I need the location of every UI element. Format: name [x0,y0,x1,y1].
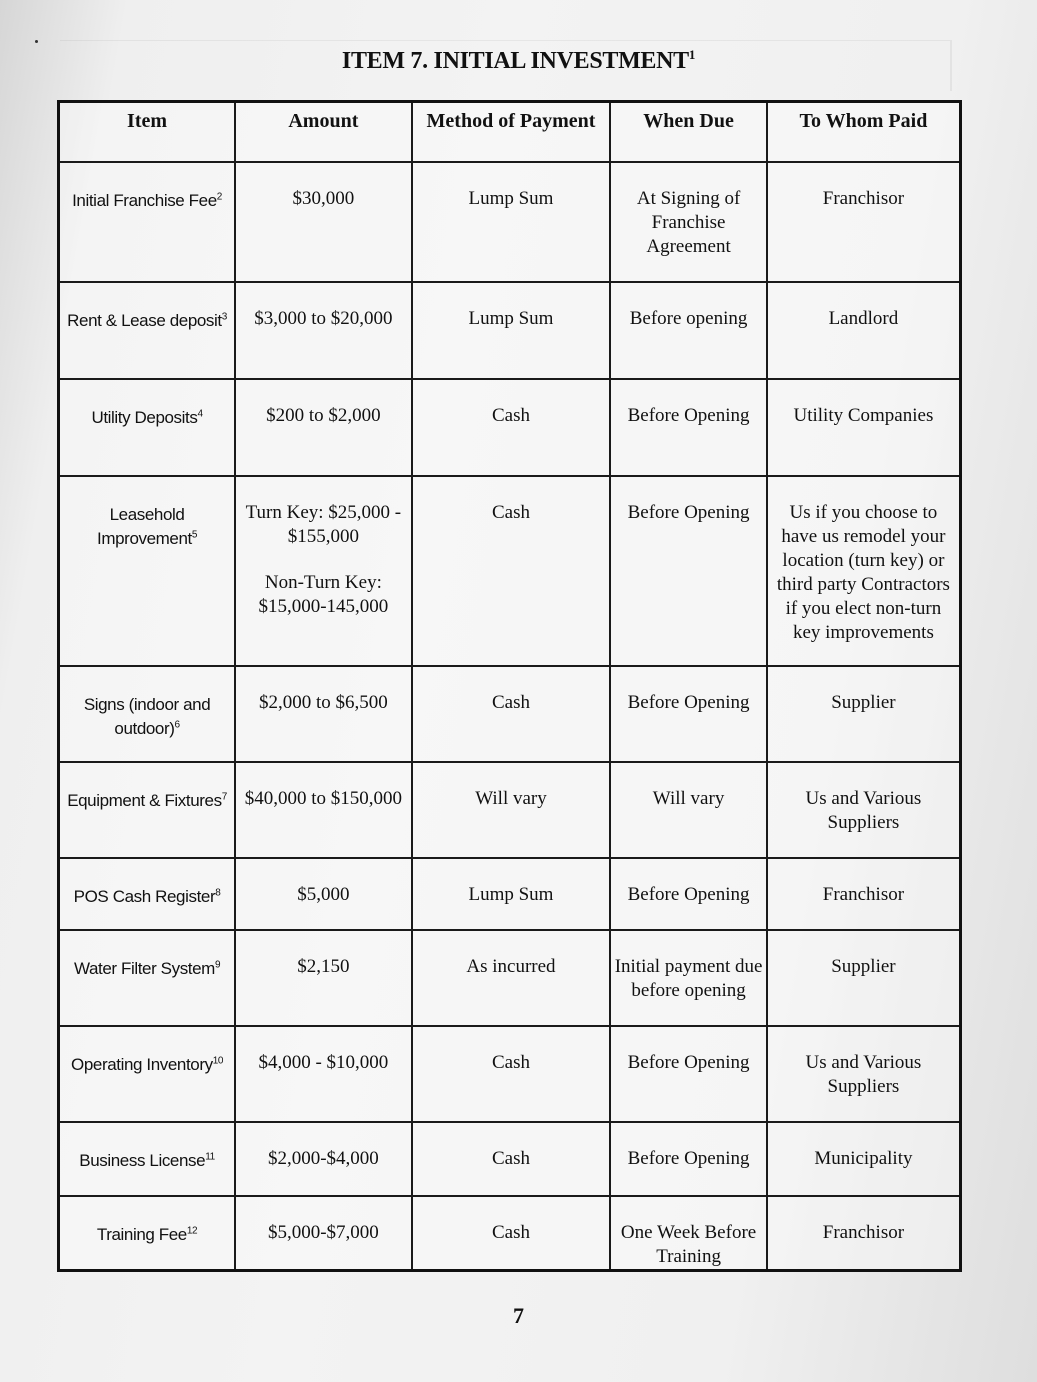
table-row [59,162,961,282]
cell-when-due: Will vary [610,762,767,858]
table-row [59,762,961,858]
table-row [59,1122,961,1196]
cell-amount [235,379,412,476]
table-row [59,282,961,379]
amount-value: Turn Key: $25,000 - $155,000 [245,502,402,547]
cell-method-of-payment: Cash [412,1026,611,1122]
cell-amount [235,930,412,1026]
item-label: Equipment & Fixtures [67,791,222,810]
cell-to-whom-paid: Landlord [767,282,961,379]
page-title [0,48,1037,75]
page-number: 7 [513,1303,524,1328]
cell-to-whom-paid: Supplier [767,666,961,762]
footnote-marker: 4 [197,408,203,420]
cell-amount [235,1122,412,1196]
cell-method-of-payment: Lump Sum [412,282,611,379]
footnote-marker: 12 [186,1225,198,1237]
cell-item [59,930,236,1026]
footnote-marker: 7 [221,791,227,803]
item-label: Business License [79,1151,206,1170]
cell-when-due: Initial payment due before opening [610,930,767,1026]
cell-method-of-payment: As incurred [412,930,611,1026]
table-header-row [59,102,961,163]
cell-method-of-payment: Cash [412,476,611,666]
cell-item [59,1196,236,1271]
cell-to-whom-paid: Supplier [767,930,961,1026]
cell-method-of-payment: Cash [412,1122,611,1196]
cell-method-of-payment: Lump Sum [412,162,611,282]
cell-item [59,666,236,762]
title-footnote-marker: 1 [688,47,696,62]
cell-to-whom-paid: Utility Companies [767,379,961,476]
cell-item [59,379,236,476]
cell-method-of-payment: Cash [412,379,611,476]
cell-amount [235,1196,412,1271]
cell-to-whom-paid: Municipality [767,1122,961,1196]
table-row [59,1196,961,1271]
cell-when-due: Before Opening [610,379,767,476]
cell-to-whom-paid: Franchisor [767,1196,961,1271]
cell-method-of-payment: Cash [412,666,611,762]
item-label: Utility Deposits [91,408,198,427]
header-to-whom-paid: To Whom Paid [767,102,961,163]
item-label: POS Cash Register [73,887,216,906]
page-title-text: ITEM 7. INITIAL INVESTMENT [341,48,689,74]
item-label: Signs (indoor and outdoor) [83,695,211,738]
item-label: Leasehold Improvement [97,505,192,548]
cell-when-due: Before Opening [610,1026,767,1122]
amount-value: $5,000-$7,000 [267,1222,379,1243]
item-label: Operating Inventory [71,1055,213,1074]
cell-amount [235,762,412,858]
cell-amount [235,476,412,666]
cell-amount [235,282,412,379]
amount-value: $2,150 [297,956,350,977]
item-label: Training Fee [96,1225,187,1244]
footnote-marker: 10 [212,1055,224,1067]
cell-item [59,762,236,858]
cell-to-whom-paid: Us and Various Suppliers [767,762,961,858]
footnote-marker: 6 [174,719,180,731]
item-label: Water Filter System [73,959,215,978]
cell-item [59,162,236,282]
amount-value: $4,000 - $10,000 [258,1052,389,1073]
amount-alt-value: Non-Turn Key: $15,000-145,000 [258,572,389,617]
cell-item [59,1122,236,1196]
footnote-marker: 5 [191,529,198,541]
cell-item [59,1026,236,1122]
cell-when-due: One Week Before Training [610,1196,767,1271]
amount-value: $2,000 to $6,500 [258,692,388,713]
table-row [59,858,961,930]
item-label: Rent & Lease deposit [67,311,222,330]
cell-when-due: Before Opening [610,858,767,930]
header-method-of-payment: Method of Payment [412,102,611,163]
table-row [59,666,961,762]
cell-to-whom-paid: Us and Various Suppliers [767,1026,961,1122]
initial-investment-table [57,100,962,1272]
table-row [59,930,961,1026]
table-row [59,476,961,666]
cell-amount [235,162,412,282]
header-item: Item [59,102,236,163]
cell-amount [235,858,412,930]
amount-value: $5,000 [297,884,350,905]
cell-when-due: Before Opening [610,476,767,666]
header-when-due: When Due [610,102,767,163]
amount-value: $200 to $2,000 [266,405,381,426]
amount-value: $3,000 to $20,000 [254,308,393,329]
cell-when-due: Before Opening [610,666,767,762]
cell-when-due: Before Opening [610,1122,767,1196]
cell-method-of-payment: Will vary [412,762,611,858]
header-amount: Amount [235,102,412,163]
cell-amount [235,1026,412,1122]
paper-speck [35,40,38,43]
amount-value: $2,000-$4,000 [267,1148,379,1169]
table-row [59,379,961,476]
cell-to-whom-paid: Us if you choose to have us remodel your location (turn key) or third party Contractors if you elect non-turn key improvements [767,476,961,666]
footnote-marker: 2 [216,191,222,203]
amount-value: $30,000 [292,188,355,209]
cell-to-whom-paid: Franchisor [767,162,961,282]
cell-item [59,476,236,666]
cell-item [59,858,236,930]
cell-item [59,282,236,379]
footnote-marker: 3 [221,311,227,323]
cell-method-of-payment: Cash [412,1196,611,1271]
item-label: Initial Franchise Fee [72,191,217,210]
footnote-marker: 9 [214,959,221,971]
cell-when-due: At Signing of Franchise Agreement [610,162,767,282]
cell-amount [235,666,412,762]
cell-to-whom-paid: Franchisor [767,858,961,930]
footnote-marker: 8 [215,887,221,899]
cell-method-of-payment: Lump Sum [412,858,611,930]
cell-when-due: Before opening [610,282,767,379]
amount-value: $40,000 to $150,000 [244,788,402,809]
table-row [59,1026,961,1122]
footnote-marker: 11 [205,1151,215,1163]
